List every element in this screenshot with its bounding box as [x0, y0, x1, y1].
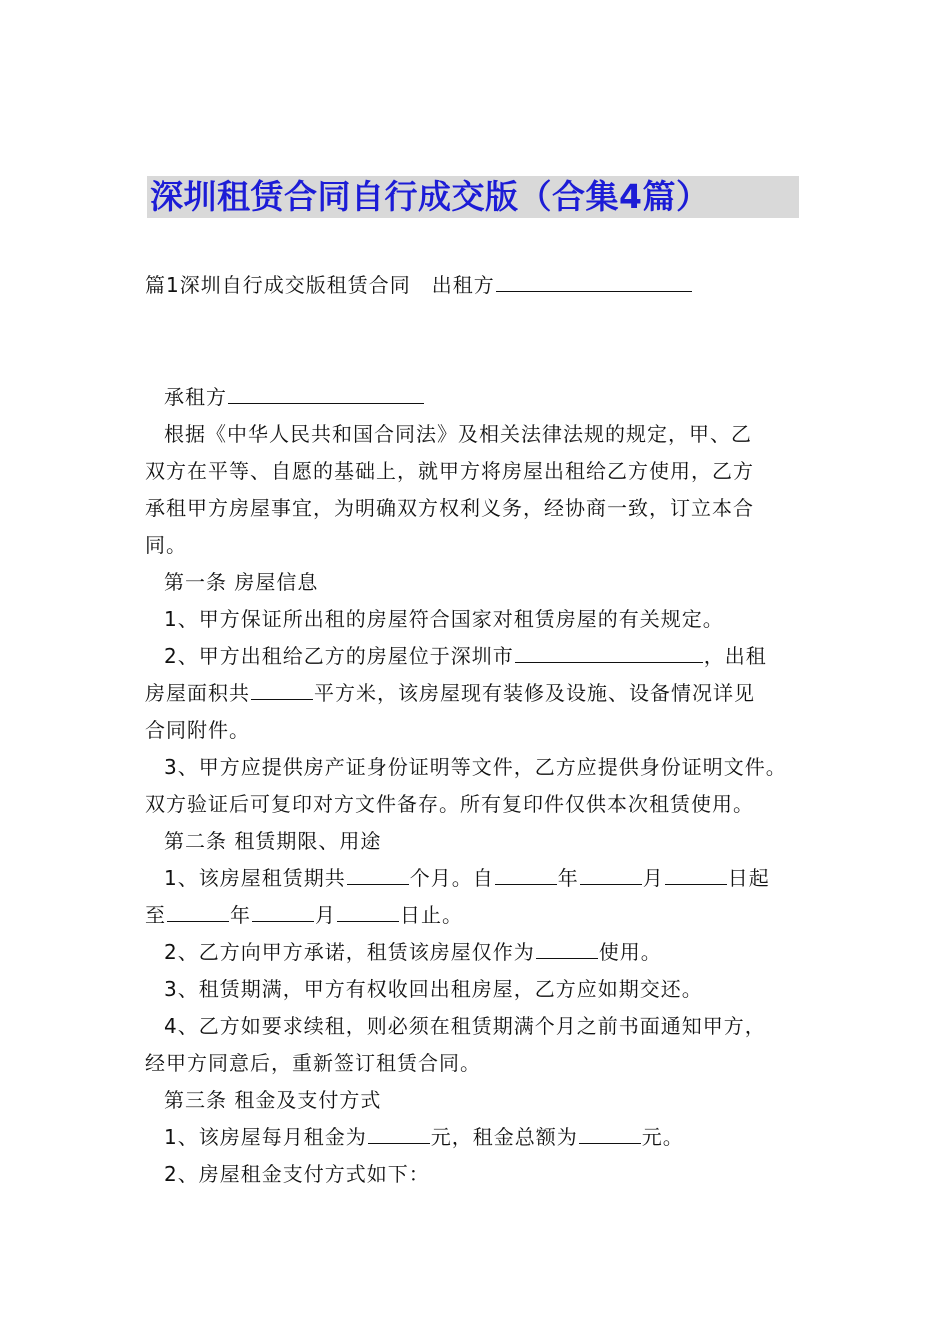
line-text: 1、该房屋每月租金为 — [164, 1125, 367, 1149]
paragraph-line: 双方在平等、自愿的基础上，就甲方将房屋出租给乙方使用，乙方 — [145, 459, 754, 483]
line-text: 2、甲方出租给乙方的房屋位于深圳市 — [164, 644, 514, 668]
line-text: 1、该房屋租赁期共 — [164, 866, 346, 890]
section-heading: 第一条 房屋信息 — [164, 570, 319, 594]
line-text: 个月。自 — [409, 866, 494, 890]
blank-field[interactable] — [167, 903, 229, 922]
line-text: 篇1深圳自行成交版租赁合同 出租方 — [145, 273, 495, 297]
line-text: 元。 — [641, 1125, 684, 1149]
paragraph-line — [164, 864, 770, 892]
paragraph-line: 合同附件。 — [145, 718, 250, 742]
line-text: 日起 — [727, 866, 770, 890]
blank-field[interactable] — [251, 681, 313, 700]
line-text: 房屋面积共 — [145, 681, 250, 705]
blank-field[interactable] — [536, 940, 598, 959]
blank-field[interactable] — [228, 385, 424, 404]
paragraph-line: 根据《中华人民共和国合同法》及相关法律法规的规定，甲、乙 — [164, 422, 752, 446]
paragraph-line: 同。 — [145, 533, 187, 557]
blank-field[interactable] — [579, 1125, 641, 1144]
line-text: 2、乙方向甲方承诺，租赁该房屋仅作为 — [164, 940, 535, 964]
blank-field[interactable] — [665, 866, 727, 885]
paragraph-line: 3、租赁期满，甲方有权收回出租房屋，乙方应如期交还。 — [164, 977, 703, 1001]
paragraph-line — [164, 642, 767, 670]
line-text: 日止。 — [400, 903, 463, 927]
paragraph-line: 承租甲方房屋事宜，为明确双方权利义务，经协商一致，订立本合 — [145, 496, 754, 520]
blank-field[interactable] — [368, 1125, 430, 1144]
blank-field[interactable] — [252, 903, 314, 922]
line-text: 元，租金总额为 — [430, 1125, 578, 1149]
paragraph-line — [145, 679, 755, 707]
line-text: 年 — [557, 866, 579, 890]
paragraph-line — [164, 383, 425, 411]
paragraph-line: 双方验证后可复印对方文件备存。所有复印件仅供本次租赁使用。 — [145, 792, 754, 816]
line-text: ，出租 — [703, 644, 767, 668]
paragraph-line: 经甲方同意后，重新签订租赁合同。 — [145, 1051, 481, 1075]
blank-field[interactable] — [337, 903, 399, 922]
document-title: 深圳租赁合同自行成交版（合集4篇） — [150, 177, 710, 216]
line-text: 月 — [642, 866, 664, 890]
paragraph-line — [145, 271, 693, 299]
blank-field[interactable] — [515, 644, 703, 663]
paragraph-line — [164, 1123, 684, 1151]
line-text: 承租方 — [164, 385, 227, 409]
blank-field[interactable] — [496, 273, 692, 292]
line-text: 年 — [230, 903, 251, 927]
blank-field[interactable] — [580, 866, 642, 885]
paragraph-line: 3、甲方应提供房产证身份证明等文件，乙方应提供身份证明文件。 — [164, 755, 787, 779]
paragraph-line — [145, 901, 463, 929]
line-text: 平方米，该房屋现有装修及设施、设备情况详见 — [314, 681, 755, 705]
line-text: 月 — [315, 903, 336, 927]
line-text: 使用。 — [598, 940, 662, 964]
blank-field[interactable] — [495, 866, 557, 885]
paragraph-line: 2、房屋租金支付方式如下： — [164, 1162, 430, 1186]
section-heading: 第二条 租赁期限、用途 — [164, 829, 382, 853]
section-heading: 第三条 租金及支付方式 — [164, 1088, 382, 1112]
paragraph-line — [164, 938, 662, 966]
paragraph-line: 4、乙方如要求续租，则必须在租赁期满个月之前书面通知甲方， — [164, 1014, 766, 1038]
line-text: 至 — [145, 903, 166, 927]
paragraph-line: 1、甲方保证所出租的房屋符合国家对租赁房屋的有关规定。 — [164, 607, 724, 631]
blank-field[interactable] — [347, 866, 409, 885]
